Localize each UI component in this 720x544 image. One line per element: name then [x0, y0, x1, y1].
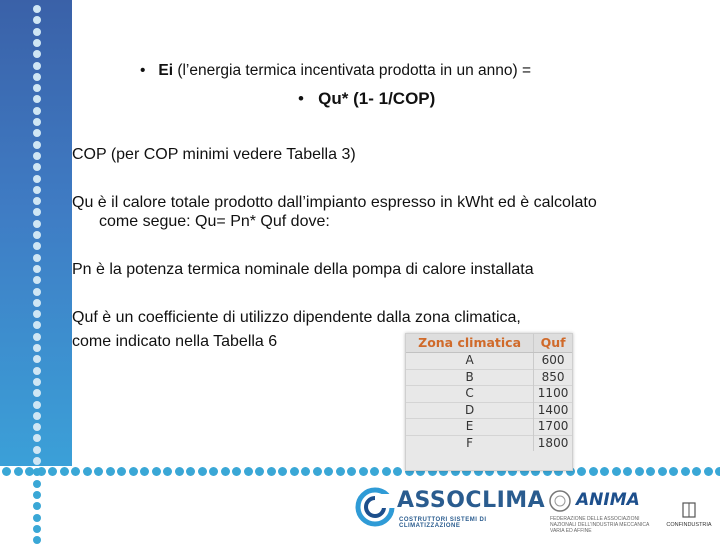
divider-dot	[255, 467, 264, 476]
divider-dot	[129, 467, 138, 476]
sidebar-dot	[33, 186, 41, 194]
quf-line-1: Quf è un coefficiente di utilizzo dipendente dalla zona climatica,	[72, 309, 521, 326]
sidebar-dot	[33, 491, 41, 499]
divider-dot	[669, 467, 678, 476]
quf-cell: 600	[534, 353, 572, 370]
table-row	[406, 402, 572, 419]
table-row	[406, 419, 572, 436]
sidebar-dot	[33, 107, 41, 115]
sidebar-dot	[33, 141, 41, 149]
divider-dot	[704, 467, 713, 476]
qu-line-1: Qu è il calore totale prodotto dall’impianto espresso in kWht ed è calcolato	[72, 194, 597, 211]
divider-dot	[198, 467, 207, 476]
header-zona-climatica: Zona climatica	[406, 334, 534, 353]
divider-dot	[48, 467, 57, 476]
sidebar-dot	[33, 265, 41, 273]
assoclima-wordmark: ASSOCLIMA	[397, 488, 546, 513]
sidebar-dot	[33, 231, 41, 239]
pn-line: Pn è la potenza termica nominale della pompa di calore installata	[72, 261, 534, 278]
sidebar-dot	[33, 480, 41, 488]
sidebar-dot	[33, 525, 41, 533]
sidebar-dot	[33, 62, 41, 70]
sidebar-dot	[33, 401, 41, 409]
divider-dot	[60, 467, 69, 476]
ei-definition: (l’energia termica incentivata prodotta in un anno) =	[177, 62, 532, 79]
divider-dot	[232, 467, 241, 476]
divider-dot	[623, 467, 632, 476]
divider-dot	[336, 467, 345, 476]
sidebar-dot	[33, 152, 41, 160]
table-row	[406, 435, 572, 451]
confindustria-logo	[664, 500, 714, 530]
divider-dot	[301, 467, 310, 476]
confindustria-wordmark: CONFINDUSTRIA	[666, 522, 712, 528]
bullet-qu-formula	[298, 89, 435, 108]
zone-cell: F	[406, 435, 534, 451]
zone-cell: B	[406, 369, 534, 386]
quf-line-2: come indicato nella Tabella 6	[72, 333, 278, 350]
anima-emblem-icon	[548, 488, 572, 514]
divider-dot	[347, 467, 356, 476]
header-quf: Quf	[534, 334, 572, 353]
divider-dot	[635, 467, 644, 476]
sidebar-dot	[33, 333, 41, 341]
cop-line: COP (per COP minimi vedere Tabella 3)	[72, 146, 356, 163]
divider-dot	[600, 467, 609, 476]
assoclima-logo	[355, 484, 546, 530]
quf-cell: 1700	[534, 419, 572, 436]
table-row	[406, 353, 572, 370]
sidebar-dot	[33, 378, 41, 386]
ei-term: Ei	[158, 62, 174, 79]
qu-term: Qu*	[318, 89, 349, 108]
qu-formula: (1- 1/COP)	[353, 89, 436, 108]
sidebar-dot	[33, 28, 41, 36]
divider-dot	[71, 467, 80, 476]
assoclima-swirl-icon	[355, 484, 395, 530]
divider-dot	[106, 467, 115, 476]
sidebar-dot	[33, 514, 41, 522]
divider-dot	[83, 467, 92, 476]
divider-dot	[244, 467, 253, 476]
divider-dot	[393, 467, 402, 476]
divider-dot	[681, 467, 690, 476]
bullet-ei	[140, 61, 531, 80]
divider-dot	[359, 467, 368, 476]
divider-dot	[94, 467, 103, 476]
divider-dot	[25, 467, 34, 476]
sidebar-dot	[33, 446, 41, 454]
sidebar-dot	[33, 288, 41, 296]
zone-cell: C	[406, 386, 534, 403]
divider-dot	[692, 467, 701, 476]
divider-dot	[117, 467, 126, 476]
divider-dot	[37, 467, 46, 476]
sidebar-dot	[33, 367, 41, 375]
assoclima-tagline: COSTRUTTORI SISTEMI DI CLIMATIZZAZIONE	[399, 517, 487, 529]
confindustria-emblem-icon	[664, 500, 714, 522]
sidebar-dot	[33, 220, 41, 228]
divider-dot	[140, 467, 149, 476]
divider-dot	[612, 467, 621, 476]
sidebar-dot	[33, 73, 41, 81]
divider-dot	[175, 467, 184, 476]
quf-cell: 1100	[534, 386, 572, 403]
divider-dot	[577, 467, 586, 476]
divider-dot	[370, 467, 379, 476]
qu-line-2: come segue: Qu= Pn* Quf dove:	[99, 213, 330, 230]
sidebar-dot	[33, 39, 41, 47]
divider-dot	[313, 467, 322, 476]
sidebar-dot	[33, 457, 41, 465]
divider-dot	[209, 467, 218, 476]
sidebar-dot	[33, 118, 41, 126]
table-row	[406, 386, 572, 403]
bullet-marker: •	[298, 89, 314, 108]
sidebar-dot	[33, 5, 41, 13]
sidebar-dot	[33, 175, 41, 183]
zone-cell: A	[406, 353, 534, 370]
quf-cell: 1800	[534, 435, 572, 451]
quf-cell: 850	[534, 369, 572, 386]
zone-cell: D	[406, 402, 534, 419]
sidebar-dot	[33, 299, 41, 307]
table-row	[406, 369, 572, 386]
divider-dot	[382, 467, 391, 476]
divider-dot	[278, 467, 287, 476]
divider-dot	[221, 467, 230, 476]
divider-dot	[324, 467, 333, 476]
divider-dot	[186, 467, 195, 476]
divider-dot	[152, 467, 161, 476]
anima-wordmark: ANIMA	[576, 490, 640, 510]
divider-dot	[2, 467, 11, 476]
divider-dot	[646, 467, 655, 476]
divider-dot	[715, 467, 720, 476]
sidebar-dot	[33, 344, 41, 352]
divider-dot	[658, 467, 667, 476]
divider-dot	[589, 467, 598, 476]
divider-dot	[267, 467, 276, 476]
sidebar-dot	[33, 412, 41, 420]
sidebar-dot	[33, 254, 41, 262]
divider-dot	[14, 467, 23, 476]
zone-cell: E	[406, 419, 534, 436]
quf-cell: 1400	[534, 402, 572, 419]
divider-dot	[290, 467, 299, 476]
anima-tagline: FEDERAZIONE DELLE ASSOCIAZIONI NAZIONALI DELL'INDUSTRIA MECCANICA VARIA ED AFFINE	[550, 516, 650, 534]
climate-zone-table	[405, 333, 573, 471]
bullet-marker: •	[140, 62, 155, 79]
sidebar-dot	[33, 536, 41, 544]
divider-dot	[163, 467, 172, 476]
anima-logo	[548, 488, 658, 534]
